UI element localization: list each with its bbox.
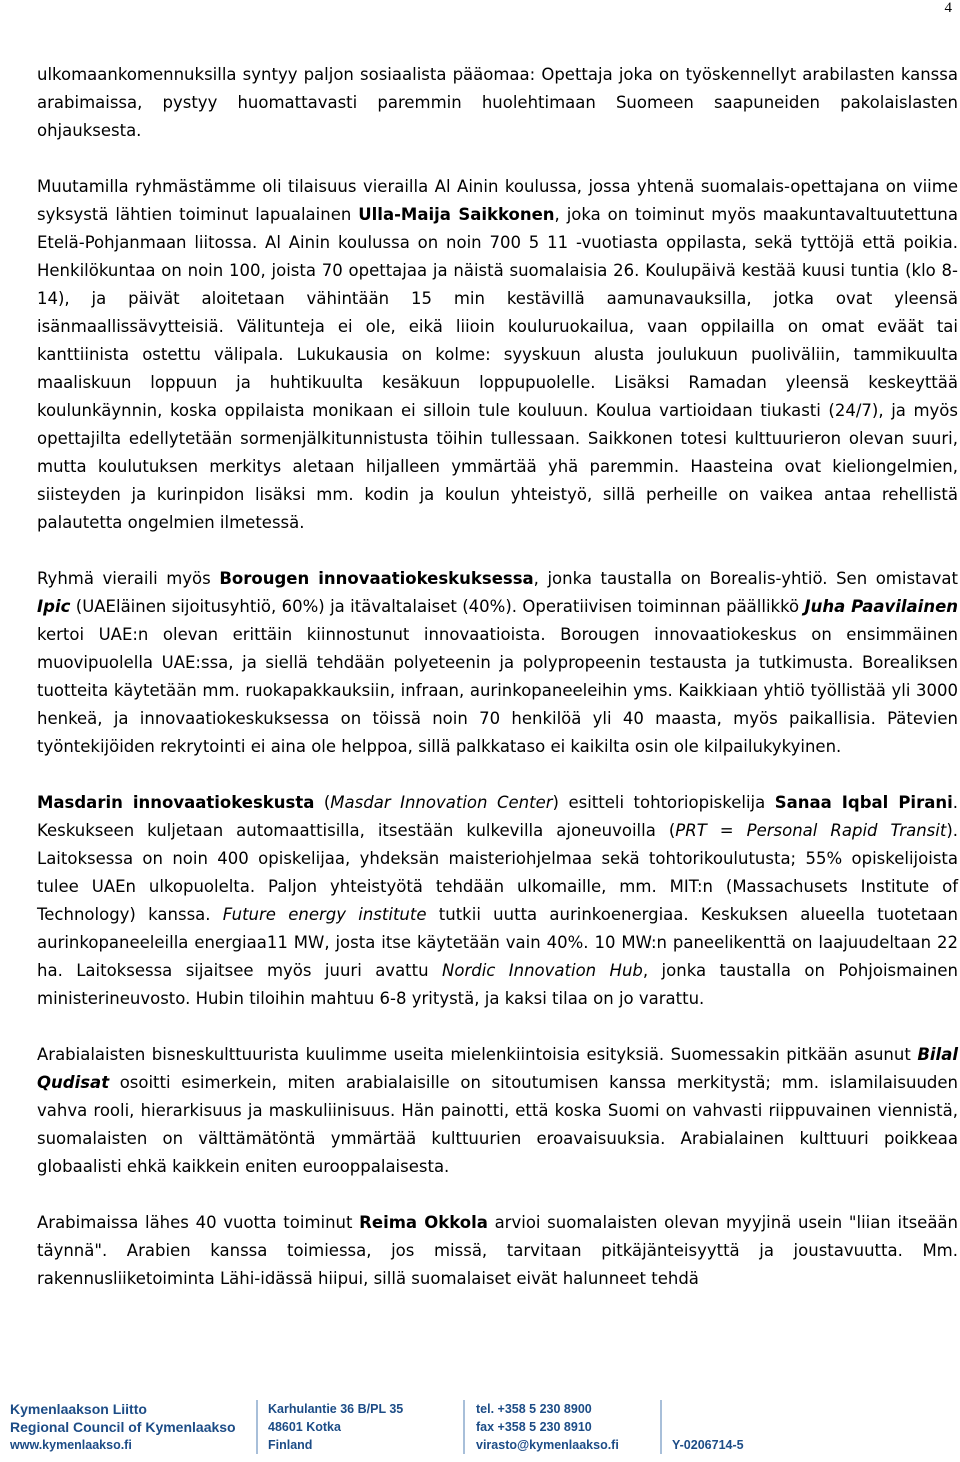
address-city: 48601 Kotka xyxy=(268,1420,341,1434)
address-street: Karhulantie 36 B/PL 35 xyxy=(268,1402,404,1416)
contact-fax: fax +358 5 230 8910 xyxy=(476,1420,592,1434)
contact-email-link[interactable]: virasto@kymenlaakso.fi xyxy=(476,1438,619,1452)
paragraph-6: Arabimaissa lähes 40 vuotta toiminut Reima Okkola arvioi suomalaisten olevan myyjinä usein "liian itseään täynnä". Arabien kanssa toimiessa, jos missä, tarvitaan pitkäjänteisyyttä ja joustavuutta. Mm. rakennusliiketoiminta Lähi-idässä hiipui, sillä suomalaiset eivät halunneet tehdä xyxy=(37,1213,958,1288)
emphasis-run: Nordic Innovation Hub xyxy=(442,961,643,980)
business-id: Y-0206714-5 xyxy=(672,1438,744,1452)
paragraph-5: Arabialaisten bisneskulttuurista kuulimme useita mielenkiintoisia esityksiä. Suomessakin pitkään asunut Bilal Qudisat osoitti esimerkein, miten arabialaisille on sitoutumisen kanssa merkitystä; mm. islamilaisuuden vahva rooli, hierarkisuus ja maskuliinisuus. Hän painotti, että koska Suomi on vahvasti riippuvainen viennistä, suomalaisten on välttämätöntä ymmärtää kulttuurien eroavaisuuksia. Arabialainen kulttuuri poikkeaa globaalisti ehkä kaikkein eniten eurooppalaisesta. xyxy=(37,1045,958,1176)
document-body xyxy=(37,61,958,1293)
emphasis-run: Borougen innovaatiokeskuksessa xyxy=(219,569,534,588)
footer-divider xyxy=(660,1400,662,1454)
emphasis-run: Sanaa Iqbal Pirani xyxy=(774,793,953,812)
footer-divider xyxy=(256,1400,258,1454)
paragraph-3: Ryhmä vieraili myös Borougen innovaatiokeskuksessa, jonka taustalla on Borealis-yhtiö. Sen omistavat Ipic (UAEläinen sijoitusyhtiö, 60%) ja itävaltalaiset (40%). Operatiivisen toiminnan päällikkö Juha Paavilainen kertoi UAE:n olevan erittäin kiinnostunut innovaatioista. Borougen innovaatiokeskus on ensimmäinen muovipuolella UAE:ssa, ja siellä tehdään polyeteenin ja polypropeenin testausta ja tutkimusta. Borealiksen tuotteita käytetään mm. ruokapakkauksiin, infraan, aurinkopaneeleihin yms. Kaikkiaan yhtiö työllistää yli 3000 henkeä, ja innovaatiokeskuksessa on töissä noin 70 henkilöä yli 40 maasta, myös paikallisia. Pätevien työntekijöiden rekrytointi ei aina ole helppoa, sillä palkkataso ei kaikilta osin ole kilpailukykyinen. xyxy=(37,569,959,756)
footer-address xyxy=(268,1400,403,1454)
emphasis-run: Future energy institute xyxy=(222,905,427,924)
page-number: 4 xyxy=(944,0,952,16)
emphasis-run: Juha Paavilainen xyxy=(804,597,959,616)
footer-contact xyxy=(476,1400,619,1454)
emphasis-run: PRT = Personal Rapid Transit xyxy=(675,821,947,840)
contact-phone: tel. +358 5 230 8900 xyxy=(476,1402,592,1416)
emphasis-run: Ulla-Maija Saikkonen xyxy=(358,205,555,224)
emphasis-run: Reima Okkola xyxy=(359,1213,488,1232)
paragraph-1: ulkomaankomennuksilla syntyy paljon sosiaalista pääomaa: Opettaja joka on työskennellyt arabilasten kanssa arabimaissa, pystyy huomattavasti paremmin huolehtimaan Suomeen saapuneiden pakolaislasten ohjauksesta. xyxy=(37,65,958,140)
paragraph-2: Muutamilla ryhmästämme oli tilaisuus vierailla Al Ainin koulussa, jossa yhtenä suomalais-opettajana on viime syksystä lähtien toiminut lapualainen Ulla-Maija Saikkonen, joka on toiminut myös maakuntavaltuutettuna Etelä-Pohjanmaan liitossa. Al Ainin koulussa on noin 700 5 11 -vuotiasta oppilasta, sekä tyttöjä että poikia. Henkilökuntaa on noin 100, joista 70 opettajaa ja näistä suomalaisia 26. Koulupäivä kestää kuusi tuntia (klo 8-14), ja päivät aloitetaan vähintään 15 min kestävillä aamunavauksilla, jotka ovat yleensä isänmaallissävytteisiä. Välitunteja ei ole, eikä liioin kouluruokailua, vaan oppilailla on omat eväät tai kanttiinista ostettu välipala. Lukukausia on kolme: syyskuun alusta joulukuun puoliväliin, tammikuulta maaliskuun loppuun ja huhtikuulta kesäkuun loppupuolelle. Lisäksi Ramadan yleensä keskeyttää koulunkäynnin, koska oppilaista monikaan ei silloin tule kouluun. Koulua vartioidaan tiukasti (24/7), ja myös opettajilta edellytetään sormenjälkitunnistusta töihin tullessaan. Saikkonen totesi kulttuurieron olevan suuri, mutta koulutuksen merkitys aletaan hiljalleen ymmärtää yhä paremmin. Haasteina ovat kieliongelmien, siisteyden ja kurinpidon lisäksi mm. kodin ja koulun yhteistyö, sillä perheille on vaikea antaa rehellistä palautetta ongelmien ilmetessä. xyxy=(37,177,958,532)
emphasis-run: Bilal Qudisat xyxy=(37,1045,958,1092)
footer-business-id xyxy=(672,1436,744,1454)
emphasis-run: Masdar Innovation Center xyxy=(330,793,553,812)
org-website-link[interactable]: www.kymenlaakso.fi xyxy=(10,1438,132,1452)
address-country: Finland xyxy=(268,1438,313,1452)
letterhead-footer xyxy=(0,1396,960,1462)
paragraph-4: Masdarin innovaatiokeskusta (Masdar Innovation Center) esitteli tohtoriopiskelija Sanaa Iqbal Pirani. Keskukseen kuljetaan automaattisilla, itsestään kulkevilla ajoneuvoilla (PRT = Personal Rapid Transit). Laitoksessa on noin 400 opiskelijaa, yhdeksän maisteriohjelmaa sekä tohtorikoulutusta; 55% opiskelijoista tulee UAEn ulkopuolelta. Paljon yhteistyötä tehdään ulkomaille, mm. MIT:n (Massachusets Institute of Technology) kanssa. Future energy institute tutkii uutta aurinkoenergiaa. Keskuksen alueella tuotetaan aurinkopaneeleilla energiaa11 MW, josta itse käytetään vain 40%. 10 MW:n paneelikenttä on laajuudeltaan 22 ha. Laitoksessa sijaitsee myös juuri avattu Nordic Innovation Hub, jonka taustalla on Pohjoismainen ministerineuvosto. Hubin tiloihin mahtuu 6-8 yritystä, ja kaksi tilaa on jo varattu. xyxy=(37,793,959,1008)
emphasis-run: Masdarin innovaatiokeskusta xyxy=(37,793,315,812)
org-name-en: Regional Council of Kymenlaakso xyxy=(10,1419,236,1435)
footer-organization xyxy=(10,1400,236,1454)
emphasis-run: Ipic xyxy=(37,597,71,616)
org-name-fi: Kymenlaakson Liitto xyxy=(10,1401,147,1417)
footer-divider xyxy=(463,1400,465,1454)
